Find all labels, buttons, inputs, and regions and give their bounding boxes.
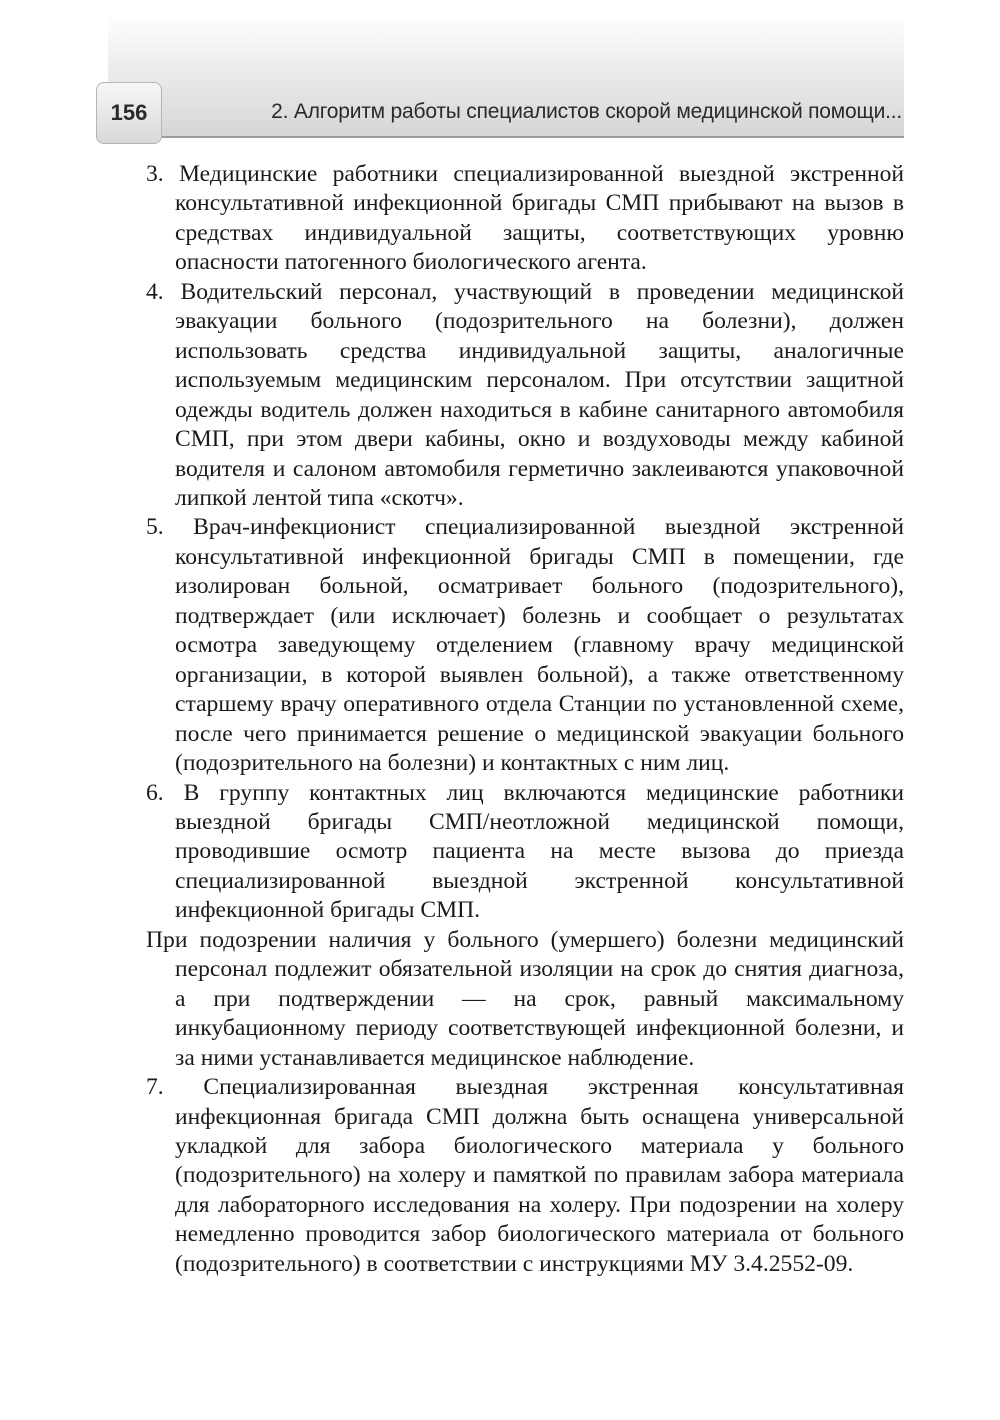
list-item-5 (146, 513, 904, 778)
item-text: При подозрении наличия у больного (умершего) болезни медицинский персонал подлежит обязательной изоляции на срок до снятия диагноза, а при подтверждении — на срок, равный максимальному инкубационному периоду соответствующей инфекционной болезни, и за ними устанавливается медицинское наблюдение. (146, 926, 904, 1071)
item-number: 6. (146, 779, 164, 806)
item-text: Водительский персонал, участвующий в проведении медицинской эвакуации больного (подозрительного на болезни), должен использовать средства индивидуальной защиты, аналогичные используемым медицинским персоналом. При отсутствии защитной одежды водитель должен находиться в кабине санитарного автомобиля СМП, при этом двери кабины, окно и воздуховоды между кабиной водителя и салоном автомобиля герметично заклеиваются упаковочной липкой лентой типа «скотч». (175, 278, 905, 511)
page-body (146, 160, 904, 1279)
running-title: 2. Алгоритм работы специалистов скорой медицинской помощи... (271, 100, 902, 123)
list-item-6 (146, 779, 904, 926)
item-text: В группу контактных лиц включаются медицинские работники выездной бригады СМП/неотложной медицинской помощи, проводившие осмотр пациента на месте вызова до приезда специализированной выездной экстренной консультативной инфекционной бригады СМП. (175, 779, 904, 924)
list-item-3 (146, 160, 904, 278)
item-number: 7. (146, 1074, 164, 1101)
item-number: 4. (146, 278, 164, 305)
item-number: 5. (146, 514, 164, 541)
item-text: Специализированная выездная экстренная консультативная инфекционная бригада СМП должна быть оснащена универсальной укладкой для забора биологического материала у больного (подозрительного) на холеру и памяткой по правилам забора материала для лабораторного исследования на холеру. При подозрении на холеру немедленно проводится забор биологического материала от больного (подозрительного) в соответствии с инструкциями МУ 3.4.2552-09. (175, 1074, 905, 1277)
header-divider (162, 136, 904, 138)
item-text: Медицинские работники специализированной выездной экстренной консультативной инфекционной бригады СМП прибывают на вызов в средствах индивидуальной защиты, соответствующих уровню опасности патогенного биологического агента. (175, 161, 904, 276)
list-item-7 (146, 1073, 904, 1279)
list-item-4 (146, 278, 904, 514)
unnumbered-paragraph (146, 926, 904, 1073)
page-number: 156 (96, 82, 162, 144)
item-text: Врач-инфекционист специализированной выездной экстренной консультативной инфекционной бригады СМП в помещении, где изолирован больной, осматривает больного (подозрительного), подтверждает (или исключает) болезнь и сообщает о результатах осмотра заведующему отделением (главному врачу медицинской организации, в которой выявлен больной), а также ответственному старшему врачу оперативного отдела Станции по установленной схеме, после чего принимается решение о медицинской эвакуации больного (подозрительного на болезни) и контактных с ним лиц. (175, 514, 904, 777)
item-number: 3. (146, 161, 164, 187)
